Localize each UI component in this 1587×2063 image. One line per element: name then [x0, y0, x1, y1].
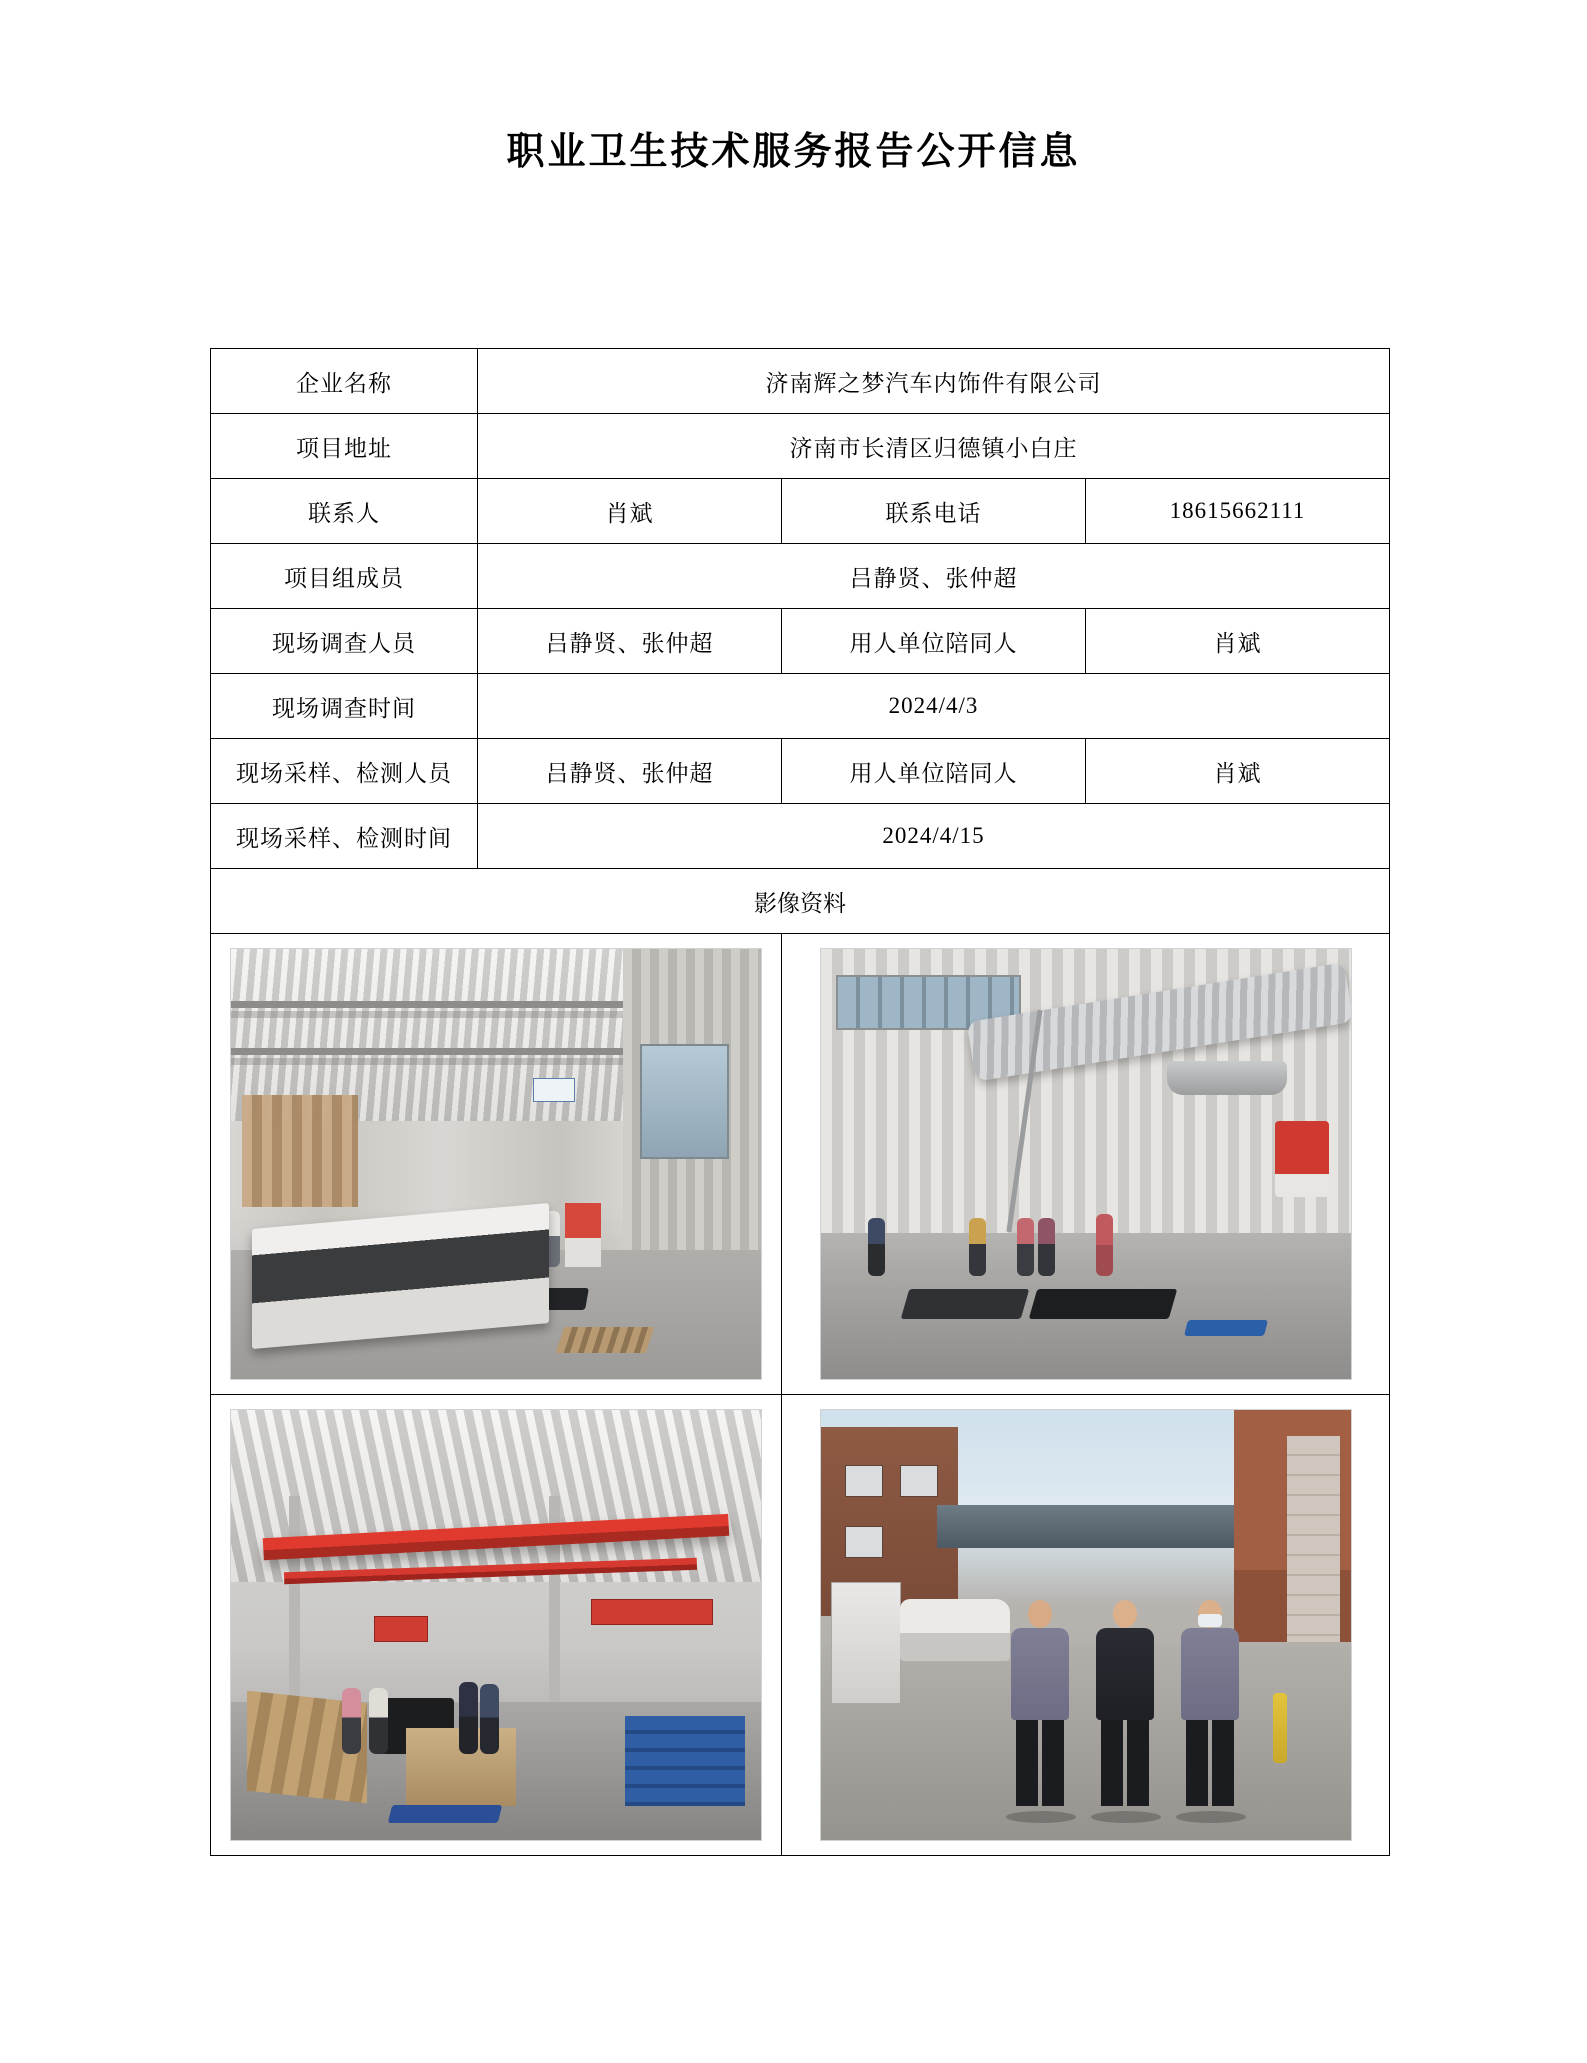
- label-project-team: 项目组成员: [211, 544, 478, 609]
- value-company-name: 济南辉之梦汽车内饰件有限公司: [478, 349, 1390, 414]
- trousers: [1101, 1720, 1149, 1806]
- wall-sign: [533, 1078, 575, 1102]
- value-survey-time: 2024/4/3: [478, 674, 1390, 739]
- photo-cell-2: [782, 934, 1390, 1395]
- label-survey-staff: 现场调查人员: [211, 609, 478, 674]
- value-sampling-escort: 肖斌: [1086, 739, 1390, 804]
- head: [1028, 1600, 1052, 1628]
- table-row-media-header: [211, 869, 1390, 934]
- worker: [1096, 1214, 1113, 1276]
- worker: [369, 1688, 388, 1754]
- label-sampling-escort: 用人单位陪同人: [782, 739, 1086, 804]
- label-contact-person: 联系人: [211, 479, 478, 544]
- window: [640, 1044, 729, 1160]
- info-table-wrapper: [210, 348, 1390, 1856]
- photo-workshop-cutting-table: [230, 948, 762, 1380]
- label-company-name: 企业名称: [211, 349, 478, 414]
- bollard: [1273, 1693, 1287, 1763]
- table-row-contact: [211, 479, 1390, 544]
- material-cart: [1028, 1289, 1177, 1319]
- value-project-address: 济南市长清区归德镇小白庄: [478, 414, 1390, 479]
- label-contact-phone: 联系电话: [782, 479, 1086, 544]
- jacket: [1181, 1628, 1239, 1720]
- value-sampling-time: 2024/4/15: [478, 804, 1390, 869]
- photo-cell-3: [211, 1395, 782, 1856]
- label-sampling-time: 现场采样、检测时间: [211, 804, 478, 869]
- worker: [480, 1684, 499, 1754]
- safety-banner: [591, 1599, 713, 1625]
- safety-banner: [374, 1616, 428, 1642]
- staff-member: [1011, 1600, 1069, 1806]
- material-cart: [388, 1805, 502, 1823]
- value-project-team: 吕静贤、张仲超: [478, 544, 1390, 609]
- material-cart: [901, 1289, 1030, 1319]
- shadow: [1176, 1811, 1246, 1823]
- parked-van: [900, 1599, 1010, 1661]
- fire-equipment-box: [1275, 1121, 1329, 1197]
- exhaust-hood: [1167, 1061, 1287, 1095]
- worker: [459, 1682, 478, 1754]
- table-row-sampling-staff: [211, 739, 1390, 804]
- electrical-cabinet: [565, 1203, 601, 1267]
- label-survey-escort: 用人单位陪同人: [782, 609, 1086, 674]
- table-row-team: [211, 544, 1390, 609]
- table-row-photos-1: [211, 934, 1390, 1395]
- photo-cell-4: [782, 1395, 1390, 1856]
- info-table: [210, 348, 1390, 1856]
- label-survey-time: 现场调查时间: [211, 674, 478, 739]
- window: [900, 1465, 938, 1497]
- head: [1113, 1600, 1137, 1628]
- building-roofline: [937, 1505, 1244, 1548]
- label-project-address: 项目地址: [211, 414, 478, 479]
- blue-cart: [1184, 1320, 1268, 1336]
- photo-staff-group-outdoor: [820, 1409, 1352, 1841]
- table-row-address: [211, 414, 1390, 479]
- worker: [1038, 1218, 1055, 1276]
- value-contact-phone: 18615662111: [1086, 479, 1390, 544]
- table-row-photos-2: [211, 1395, 1390, 1856]
- worker: [1017, 1218, 1034, 1276]
- document-page: [0, 120, 1587, 2063]
- photo-workshop-ventilation-duct: [820, 948, 1352, 1380]
- label-media-section: 影像资料: [211, 869, 1390, 934]
- worker: [969, 1218, 986, 1276]
- value-sampling-staff: 吕静贤、张仲超: [478, 739, 782, 804]
- photo-warehouse-overhead-crane: [230, 1409, 762, 1841]
- shadow: [1091, 1811, 1161, 1823]
- value-survey-escort: 肖斌: [1086, 609, 1390, 674]
- equipment-kiosk: [831, 1582, 901, 1704]
- value-contact-person: 肖斌: [478, 479, 782, 544]
- staff-member: [1181, 1600, 1239, 1806]
- shadow: [1006, 1811, 1076, 1823]
- staff-member: [1096, 1600, 1154, 1806]
- window: [845, 1465, 883, 1497]
- blue-crate-stack: [625, 1716, 745, 1806]
- page-title: 职业卫生技术服务报告公开信息: [506, 131, 1081, 173]
- wooden-pallet: [555, 1327, 653, 1353]
- trousers: [1016, 1720, 1064, 1806]
- worker: [342, 1688, 361, 1754]
- table-row-sampling-time: [211, 804, 1390, 869]
- wall-tiles: [1287, 1436, 1340, 1660]
- label-sampling-staff: 现场采样、检测人员: [211, 739, 478, 804]
- jacket: [1096, 1628, 1154, 1720]
- worker: [868, 1218, 885, 1276]
- window: [845, 1526, 883, 1558]
- table-row-survey-staff: [211, 609, 1390, 674]
- material-rack: [242, 1095, 359, 1207]
- table-row-survey-time: [211, 674, 1390, 739]
- jacket: [1011, 1628, 1069, 1720]
- face-mask-icon: [1198, 1614, 1222, 1627]
- trousers: [1186, 1720, 1234, 1806]
- table-row-company: [211, 349, 1390, 414]
- photo-cell-1: [211, 934, 782, 1395]
- value-survey-staff: 吕静贤、张仲超: [478, 609, 782, 674]
